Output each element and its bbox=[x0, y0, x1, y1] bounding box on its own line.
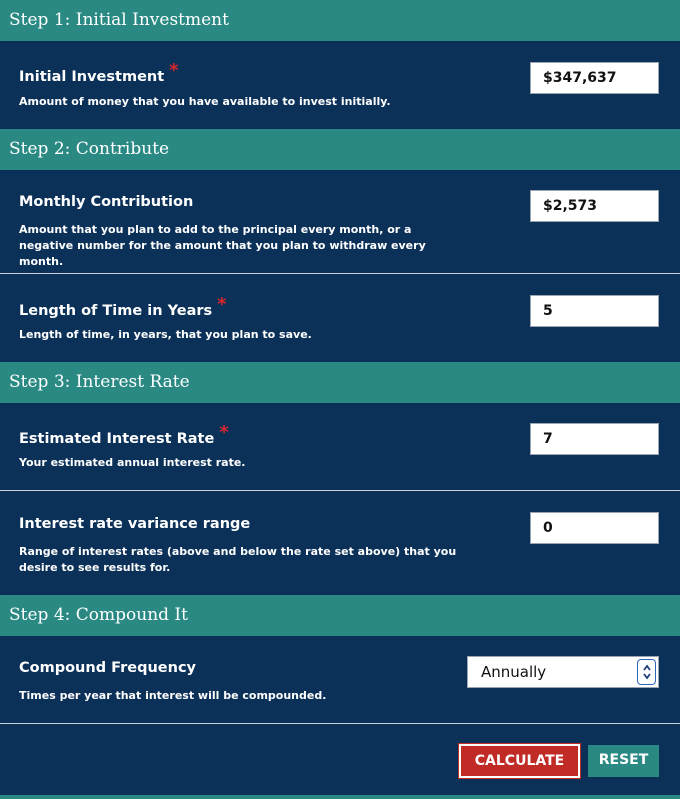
interest-rate-label-wrap bbox=[19, 422, 229, 448]
interest-rate-input[interactable]: 7 bbox=[530, 423, 659, 455]
interest-rate-description: Your estimated annual interest rate. bbox=[19, 456, 246, 469]
bottom-divider bbox=[0, 795, 680, 799]
variance-range-label: Interest rate variance range bbox=[19, 516, 251, 532]
initial-investment-label-wrap bbox=[19, 60, 179, 86]
length-years-input[interactable]: 5 bbox=[530, 295, 659, 327]
compound-frequency-description: Times per year that interest will be compounded. bbox=[19, 689, 327, 702]
initial-investment-input[interactable]: $347,637 bbox=[530, 62, 659, 94]
variance-range-row bbox=[0, 492, 680, 595]
length-years-row bbox=[0, 275, 680, 362]
length-years-label: Length of Time in Years bbox=[19, 303, 213, 319]
compound-frequency-row bbox=[0, 636, 680, 724]
required-marker: * bbox=[219, 422, 229, 443]
step1-header: Step 1: Initial Investment bbox=[0, 0, 680, 41]
initial-investment-row bbox=[0, 41, 680, 129]
compound-frequency-value: Annually bbox=[481, 663, 547, 681]
reset-button[interactable]: RESET bbox=[588, 745, 659, 777]
calculate-button[interactable]: CALCULATE bbox=[459, 744, 580, 778]
chevron-up-down-icon-svg bbox=[642, 662, 652, 682]
monthly-contribution-input[interactable]: $2,573 bbox=[530, 190, 659, 222]
compound-frequency-label: Compound Frequency bbox=[19, 660, 196, 676]
initial-investment-description: Amount of money that you have available to invest initially. bbox=[19, 95, 391, 108]
length-years-description: Length of time, in years, that you plan to save. bbox=[19, 328, 312, 341]
step2-header: Step 2: Contribute bbox=[0, 129, 680, 170]
step3-header: Step 3: Interest Rate bbox=[0, 362, 680, 403]
initial-investment-label: Initial Investment bbox=[19, 69, 165, 85]
variance-range-input[interactable]: 0 bbox=[530, 512, 659, 544]
interest-rate-label: Estimated Interest Rate bbox=[19, 431, 215, 447]
compound-frequency-select[interactable] bbox=[467, 656, 659, 688]
monthly-contribution-label: Monthly Contribution bbox=[19, 194, 194, 210]
length-years-label-wrap bbox=[19, 294, 227, 320]
step4-header: Step 4: Compound It bbox=[0, 595, 680, 636]
variance-range-description: Range of interest rates (above and below the rate set above) that you desire to see results for. bbox=[19, 545, 457, 574]
required-marker: * bbox=[169, 60, 179, 81]
chevron-up-down-icon bbox=[637, 659, 656, 685]
interest-rate-row bbox=[0, 403, 680, 491]
monthly-contribution-row bbox=[0, 170, 680, 274]
required-marker: * bbox=[217, 294, 227, 315]
monthly-contribution-description: Amount that you plan to add to the principal every month, or a negative number for the amount that you plan to withdraw every month. bbox=[19, 223, 426, 268]
